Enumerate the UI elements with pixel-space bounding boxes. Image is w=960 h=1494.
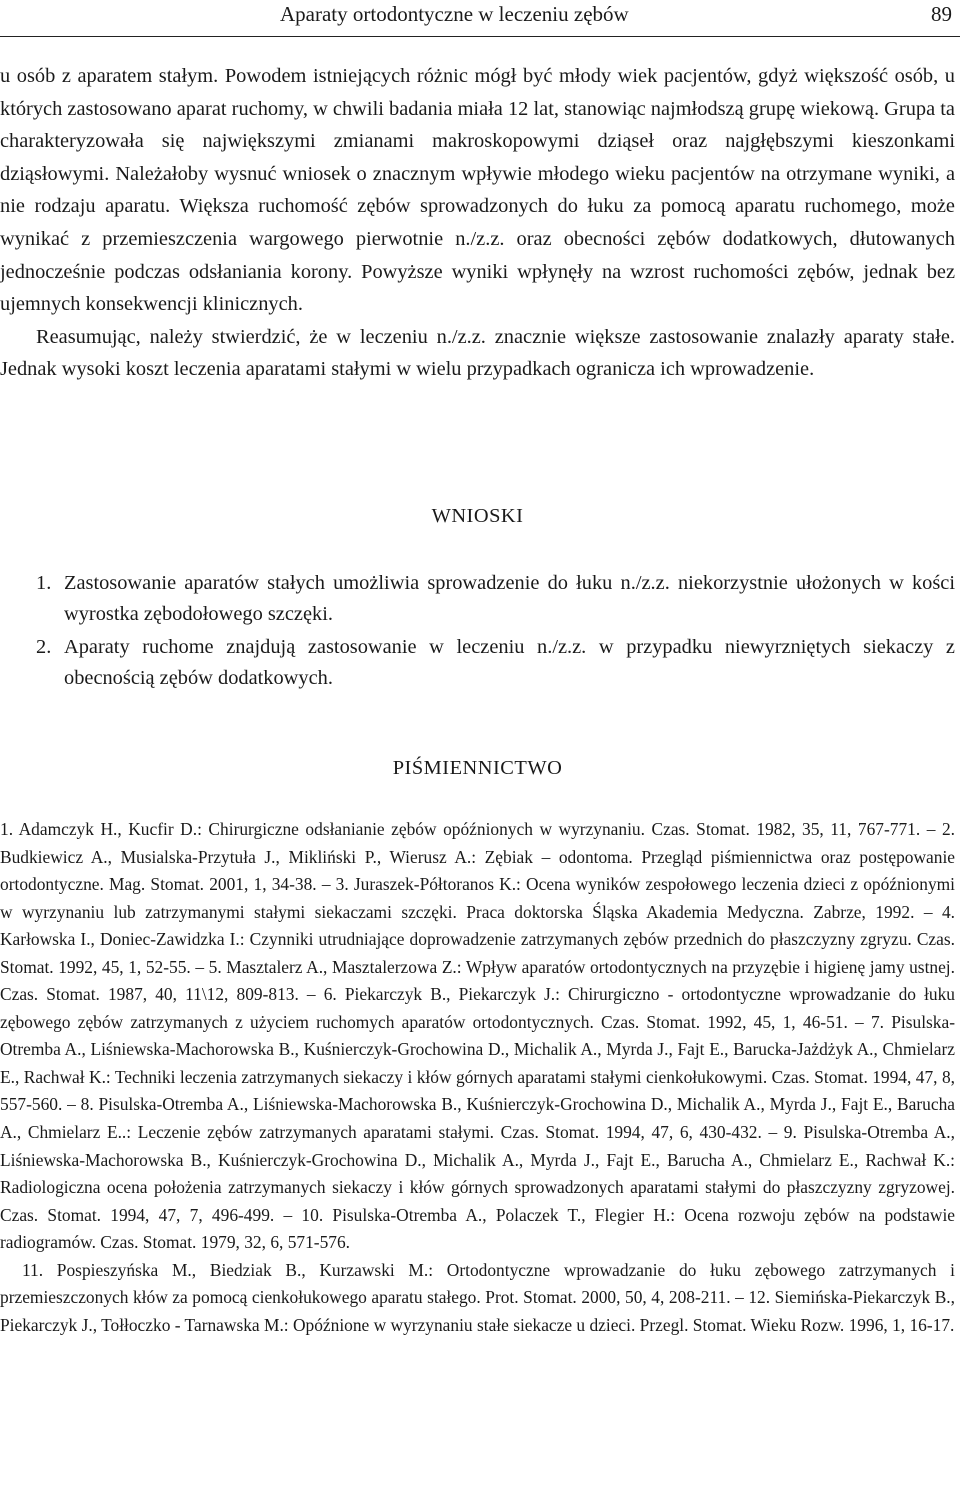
conclusion-number: 1. bbox=[36, 572, 52, 594]
references-heading: PIŚMIENNICTWO bbox=[392, 757, 563, 779]
body-text bbox=[0, 60, 955, 386]
conclusions-list bbox=[0, 568, 955, 696]
conclusions-heading: WNIOSKI bbox=[431, 505, 524, 527]
conclusion-text: Aparaty ruchome znajdują zastosowanie w leczeniu n./z.z. w przypadku niewyrzniętych siekaczy z obecnością zębów dodatkowych. bbox=[64, 636, 955, 689]
conclusion-number: 2. bbox=[36, 636, 52, 658]
body-paragraph: Reasumując, należy stwierdzić, że w leczeniu n./z.z. znacznie większe zastosowanie znalazły aparaty stałe. Jednak wysoki koszt leczenia aparatami stałymi w wielu przypadkach ogranicza ich wprowadzenie. bbox=[0, 325, 955, 381]
conclusion-item bbox=[0, 632, 955, 694]
body-paragraph: u osób z aparatem stałym. Powodem istniejących różnic mógł być młody wiek pacjentów, gdyż większość osób, u których zastosowano aparat ruchomy, w chwili badania miała 12 lat, stanowiąc najmłodszą grupę wiekową. Grupa ta charakteryzowała się największymi zmianami makroskopowymi dziąseł oraz najgłębszymi kieszonkami dziąsłowymi. Należałoby wysnuć wniosek o znacznym wpływie młodego wieku pacjentów na otrzymane wyniki, a nie rodzaju aparatu. Większa ruchomość zębów sprowadzonych do łuku za pomocą aparatu ruchomego, może wynikać z przemieszczenia wargowego pierwotnie n./z.z. oraz obecności zębów dodatkowych, dłutowanych jednocześnie podczas odsłaniania korony. Powyższe wyniki wpłynęły na wzrost ruchomości zębów, jednak bez ujemnych konsekwencji klinicznych. bbox=[0, 65, 955, 316]
references-paragraph: 1. Adamczyk H., Kucfir D.: Chirurgiczne odsłanianie zębów opóźnionych w wyrzynaniu. Czas. Stomat. 1982, 35, 11, 767-771. – 2. Budkiewicz A., Musialska-Przytuła J., Mikliński P., Wierusz A.: Zębiak – odontoma. Przegląd piśmiennictwa oraz postępowanie ortodontyczne. Mag. Stomat. 2001, 1, 34-38. – 3. Juraszek-Półtoranos K.: Ocena wyników zespołowego leczenia dzieci z opóźnionymi w wyrzynaniu lub zatrzymanymi stałymi siekaczami szczęki. Praca doktorska Śląska Akademia Medyczna. Zabrze, 1992. – 4. Karłowska I., Doniec-Zawidzka I.: Czynniki utrudniające doprowadzenie zatrzymanych zębów przednich do płaszczyzny zgryzu. Czas. Stomat. 1992, 45, 1, 52-55. – 5. Masztalerz A., Masztalerzowa Z.: Wpływ aparatów ortodontycznych na przyzębie i higienę jamy ustnej. Czas. Stomat. 1987, 40, 11\12, 809-813. – 6. Piekarczyk B., Piekarczyk J.: Chirurgiczno - ortodontyczne wprowadzanie do łuku zębowego zębów zatrzymanych z użyciem ruchomych aparatów ortodontycznych. Czas. Stomat. 1992, 45, 1, 46-51. – 7. Pisulska-Otremba A., Liśniewska-Machorowska B., Kuśnierczyk-Grochowina D., Michalik A., Myrda J., Fajt E., Barucka-Jażdżyk A., Chmielarz E., Rachwał K.: Techniki leczenia zatrzymanych siekaczy i kłów górnych aparatami stałymi cienkołukowymi. Czas. Stomat. 1994, 47, 8, 557-560. – 8. Pisulska-Otremba A., Liśniewska-Machorowska B., Kuśnierczyk-Grochowina D., Michalik A., Myrda J., Fajt E., Barucha A., Chmielarz E..: Leczenie zębów zatrzymanych aparatami stałymi. Czas. Stomat. 1994, 47, 6, 430-432. – 9. Pisulska-Otremba A., Liśniewska-Machorowska B., Kuśnierczyk-Grochowina D., Michalik A., Myrda J., Fajt E., Barucha A., Chmielarz E., Rachwał K.: Radiologiczna ocena położenia zatrzymanych siekaczy i kłów górnych sprowadzonych aparatami stałymi do płaszczyzny zgryzowej. Czas. Stomat. 1994, 47, 7, 496-499. – 10. Pisulska-Otremba A., Polaczek T., Flegier H.: Ocena rozwoju zębów na podstawie radiogramów. Czas. Stomat. 1979, 32, 6, 571-576. bbox=[0, 819, 955, 1253]
page-number: 89 bbox=[931, 2, 952, 26]
running-title: Aparaty ortodontyczne w leczeniu zębów bbox=[280, 2, 629, 26]
conclusion-text: Zastosowanie aparatów stałych umożliwia sprowadzenie do łuku n./z.z. niekorzystnie ułożonych w kości wyrostka zębodołowego szczęki. bbox=[64, 572, 955, 625]
conclusion-item bbox=[0, 568, 955, 630]
running-header bbox=[0, 0, 960, 37]
references-paragraph: 11. Pospieszyńska M., Biedziak B., Kurzawski M.: Ortodontyczne wprowadzanie do łuku zębowego zatrzymanych i przemieszczonych kłów za pomocą cienkołukowego aparatu stałego. Prot. Stomat. 2000, 50, 4, 208-211. – 12. Siemińska-Piekarczyk B., Piekarczyk J., Tołłoczko - Tarnawska M.: Opóźnione w wyrzynaniu stałe siekacze u dzieci. Przegl. Stomat. Wieku Rozw. 1996, 1, 16-17. bbox=[0, 1259, 955, 1335]
references-list bbox=[0, 816, 955, 1339]
